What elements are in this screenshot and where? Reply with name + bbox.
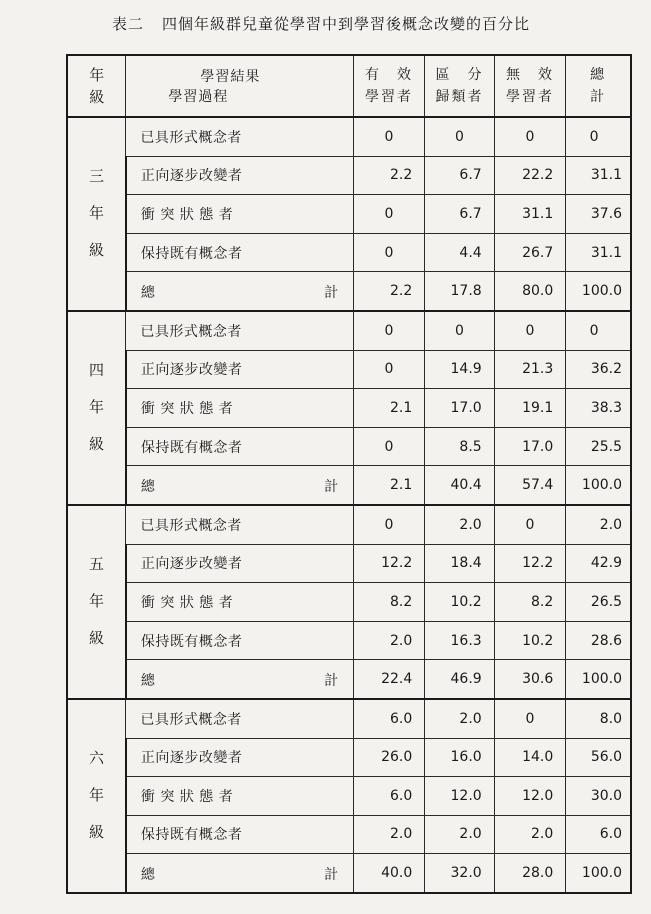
- process-cell: 已具形式概念者: [126, 117, 353, 156]
- value-cell: 6.0: [353, 777, 425, 816]
- value-cell: 2.2: [353, 272, 425, 311]
- process-cell: 正向逐步改變者: [126, 350, 353, 389]
- process-cell: 衝 突 狀 態 者: [126, 195, 353, 234]
- value-cell: 14.0: [494, 738, 566, 777]
- table-row: [67, 660, 631, 699]
- process-cell: 已具形式概念者: [126, 699, 353, 738]
- table-row: [67, 544, 631, 583]
- value-cell: 0: [353, 505, 425, 544]
- value-cell: 36.2: [566, 350, 631, 389]
- grade-char: 三: [88, 167, 104, 186]
- grade-cell: [67, 311, 126, 505]
- process-total-cell: [126, 466, 353, 505]
- table-row: [67, 815, 631, 854]
- grade-char: 年: [88, 398, 104, 417]
- total-label-left: 總: [140, 673, 156, 690]
- value-cell: 22.4: [353, 660, 425, 699]
- value-cell: 30.6: [494, 660, 566, 699]
- table-row: [67, 156, 631, 195]
- table-row: [67, 466, 631, 505]
- value-cell: 38.3: [566, 389, 631, 428]
- value-cell: 6.0: [353, 699, 425, 738]
- table-row: [67, 117, 631, 156]
- value-cell: 0: [566, 117, 631, 156]
- value-cell: 31.1: [566, 233, 631, 272]
- value-cell: 100.0: [566, 854, 631, 893]
- header-ineffective-learner: [494, 55, 566, 117]
- header-col3-line1: 無 效: [505, 67, 554, 83]
- value-cell: 8.2: [494, 583, 566, 622]
- value-cell: 14.9: [425, 350, 494, 389]
- total-label-right: 計: [324, 673, 339, 690]
- value-cell: 28.6: [566, 621, 631, 660]
- table-row: [67, 233, 631, 272]
- value-cell: 100.0: [566, 660, 631, 699]
- value-cell: 37.6: [566, 195, 631, 234]
- value-cell: 8.0: [566, 699, 631, 738]
- value-cell: 0: [494, 311, 566, 350]
- value-cell: 80.0: [494, 272, 566, 311]
- value-cell: 2.0: [494, 815, 566, 854]
- value-cell: 2.0: [425, 815, 494, 854]
- value-cell: 26.7: [494, 233, 566, 272]
- total-label-left: 總: [140, 285, 156, 302]
- value-cell: 100.0: [566, 272, 631, 311]
- value-cell: 31.1: [566, 156, 631, 195]
- value-cell: 31.1: [494, 195, 566, 234]
- value-cell: 0: [353, 117, 425, 156]
- value-cell: 40.0: [353, 854, 425, 893]
- header-col2-line2: 歸類者: [435, 89, 484, 105]
- value-cell: 12.0: [425, 777, 494, 816]
- table-row: [67, 699, 631, 738]
- table-row: [67, 272, 631, 311]
- value-cell: 2.0: [566, 505, 631, 544]
- table-row: [67, 777, 631, 816]
- header-process-label: 學習過程: [168, 89, 229, 105]
- total-label-right: 計: [324, 867, 339, 884]
- value-cell: 10.2: [494, 621, 566, 660]
- value-cell: 0: [494, 117, 566, 156]
- value-cell: 0: [494, 699, 566, 738]
- grade-cell: [67, 117, 126, 311]
- header-col4-line1: 總: [590, 67, 607, 83]
- table-row: [67, 738, 631, 777]
- table-row: [67, 427, 631, 466]
- value-cell: 0: [353, 350, 425, 389]
- value-cell: 6.7: [425, 195, 494, 234]
- value-cell: 17.0: [494, 427, 566, 466]
- table-row: [67, 389, 631, 428]
- value-cell: 19.1: [494, 389, 566, 428]
- header-grade: [67, 55, 126, 117]
- grade-char: 級: [88, 435, 104, 454]
- header-total: [566, 55, 631, 117]
- value-cell: 6.0: [566, 815, 631, 854]
- value-cell: 12.2: [353, 544, 425, 583]
- grade-char: 六: [88, 749, 104, 768]
- value-cell: 56.0: [566, 738, 631, 777]
- value-cell: 40.4: [425, 466, 494, 505]
- value-cell: 4.4: [425, 233, 494, 272]
- table-row: [67, 195, 631, 234]
- value-cell: 2.0: [425, 505, 494, 544]
- grade-char: 年: [88, 204, 104, 223]
- value-cell: 17.8: [425, 272, 494, 311]
- value-cell: 42.9: [566, 544, 631, 583]
- value-cell: 46.9: [425, 660, 494, 699]
- concept-change-table: [66, 54, 632, 894]
- table-row: [67, 854, 631, 893]
- value-cell: 26.5: [566, 583, 631, 622]
- grade-cell: [67, 505, 126, 699]
- table-row: [67, 350, 631, 389]
- table-row: [67, 621, 631, 660]
- process-cell: 已具形式概念者: [126, 311, 353, 350]
- table-caption: 四個年級群兒童從學習中到學習後概念改變的百分比: [162, 15, 531, 33]
- value-cell: 16.0: [425, 738, 494, 777]
- process-cell: 保持既有概念者: [126, 815, 353, 854]
- value-cell: 16.3: [425, 621, 494, 660]
- process-total-cell: [126, 854, 353, 893]
- value-cell: 100.0: [566, 466, 631, 505]
- process-cell: 衝 突 狀 態 者: [126, 777, 353, 816]
- header-col1-line1: 有 效: [364, 67, 413, 83]
- grade-char: 五: [88, 555, 104, 574]
- value-cell: 12.0: [494, 777, 566, 816]
- process-cell: 已具形式概念者: [126, 505, 353, 544]
- value-cell: 26.0: [353, 738, 425, 777]
- value-cell: 17.0: [425, 389, 494, 428]
- value-cell: 0: [425, 311, 494, 350]
- value-cell: 6.7: [425, 156, 494, 195]
- process-cell: 正向逐步改變者: [126, 738, 353, 777]
- value-cell: 10.2: [425, 583, 494, 622]
- header-col4-line2: 計: [590, 89, 607, 105]
- header-col2-line1: 區 分: [435, 67, 484, 83]
- value-cell: 2.0: [425, 699, 494, 738]
- total-label-left: 總: [140, 867, 156, 884]
- value-cell: 0: [566, 311, 631, 350]
- table-number: 表二: [112, 15, 145, 33]
- total-label-right: 計: [324, 285, 339, 302]
- process-cell: 保持既有概念者: [126, 621, 353, 660]
- value-cell: 0: [425, 117, 494, 156]
- value-cell: 2.2: [353, 156, 425, 195]
- value-cell: 57.4: [494, 466, 566, 505]
- value-cell: 8.5: [425, 427, 494, 466]
- value-cell: 2.1: [353, 389, 425, 428]
- grade-char: 四: [88, 361, 104, 380]
- process-cell: 正向逐步改變者: [126, 156, 353, 195]
- value-cell: 0: [353, 427, 425, 466]
- header-row: [67, 55, 631, 117]
- header-classifier: [425, 55, 494, 117]
- grade-char: 級: [88, 629, 104, 648]
- table-row: [67, 505, 631, 544]
- grade-char: 級: [88, 823, 104, 842]
- process-cell: 正向逐步改變者: [126, 544, 353, 583]
- value-cell: 12.2: [494, 544, 566, 583]
- value-cell: 22.2: [494, 156, 566, 195]
- grade-char: 級: [88, 241, 104, 260]
- value-cell: 2.0: [353, 621, 425, 660]
- header-result-process: [126, 55, 353, 117]
- value-cell: 18.4: [425, 544, 494, 583]
- grade-char: 年: [88, 786, 104, 805]
- value-cell: 0: [353, 195, 425, 234]
- header-grade-line1: 年: [89, 66, 105, 84]
- table-row: [67, 583, 631, 622]
- table-title: [112, 13, 530, 34]
- value-cell: 2.0: [353, 815, 425, 854]
- process-cell: 保持既有概念者: [126, 233, 353, 272]
- process-total-cell: [126, 272, 353, 311]
- value-cell: 8.2: [353, 583, 425, 622]
- header-col1-line2: 學習者: [364, 89, 413, 105]
- value-cell: 25.5: [566, 427, 631, 466]
- grade-char: 年: [88, 592, 104, 611]
- grade-cell: [67, 699, 126, 893]
- header-effective-learner: [353, 55, 425, 117]
- value-cell: 30.0: [566, 777, 631, 816]
- table-row: [67, 311, 631, 350]
- value-cell: 2.1: [353, 466, 425, 505]
- table-body: [67, 117, 631, 893]
- process-cell: 衝 突 狀 態 者: [126, 389, 353, 428]
- value-cell: 21.3: [494, 350, 566, 389]
- value-cell: 0: [353, 311, 425, 350]
- header-col3-line2: 學習者: [505, 89, 554, 105]
- value-cell: 32.0: [425, 854, 494, 893]
- process-cell: 衝 突 狀 態 者: [126, 583, 353, 622]
- total-label-right: 計: [324, 479, 339, 496]
- value-cell: 0: [353, 233, 425, 272]
- value-cell: 28.0: [494, 854, 566, 893]
- value-cell: 0: [494, 505, 566, 544]
- process-cell: 保持既有概念者: [126, 427, 353, 466]
- total-label-left: 總: [140, 479, 156, 496]
- process-total-cell: [126, 660, 353, 699]
- header-result-label: 學習結果: [200, 69, 261, 85]
- header-grade-line2: 級: [89, 88, 105, 106]
